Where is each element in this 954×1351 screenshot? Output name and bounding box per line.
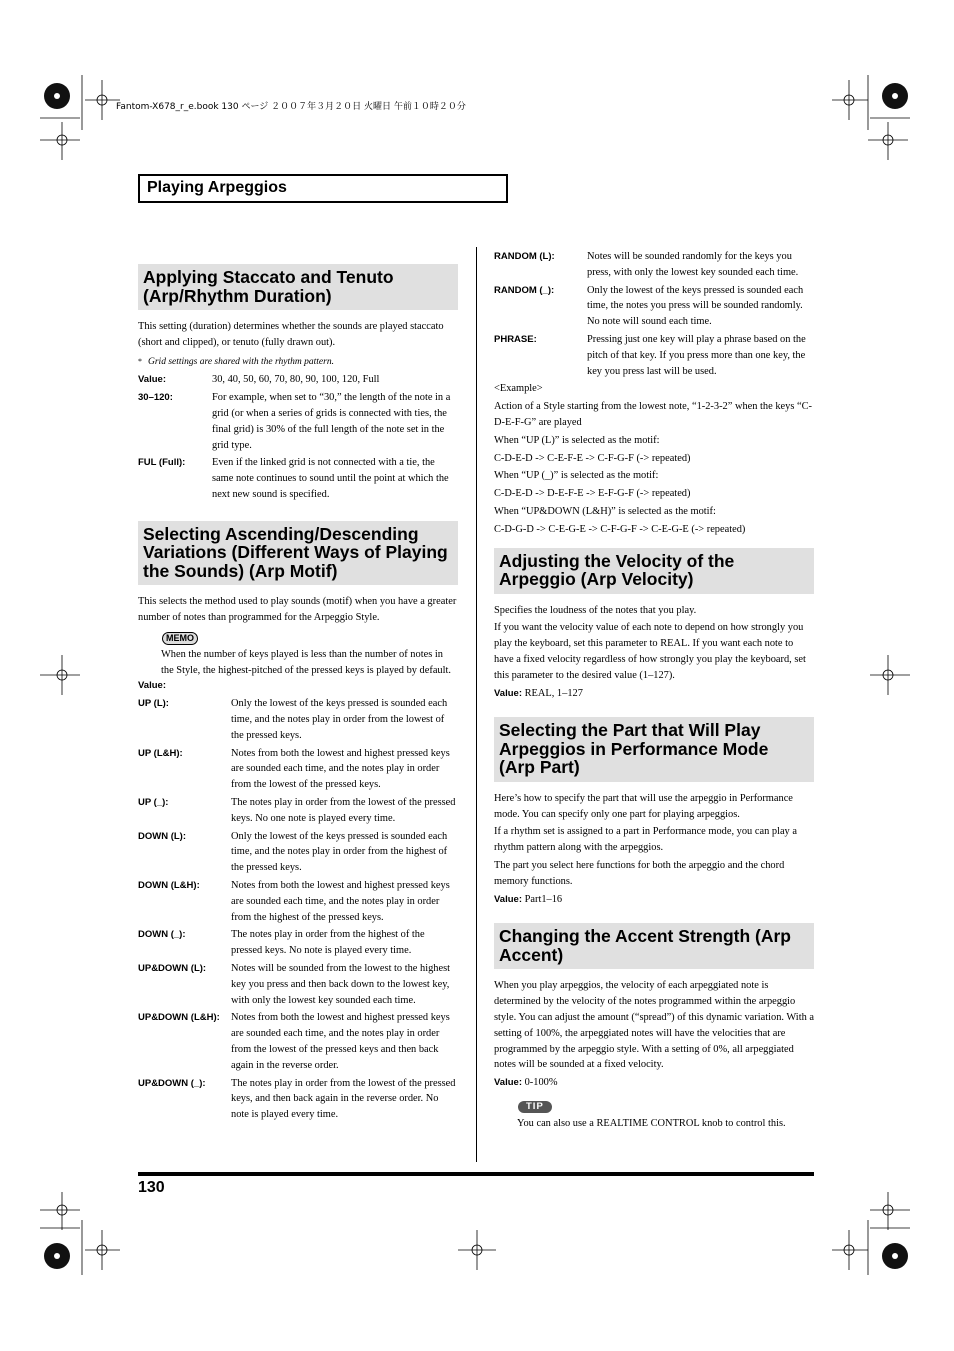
tip-badge: TIP	[518, 1101, 552, 1113]
example-line: C-D-E-D -> C-E-F-E -> C-F-G-F (-> repeated)	[494, 452, 691, 464]
section-heading-accent: Changing the Accent Strength (Arp Accent)	[494, 923, 814, 969]
accent-para: When you play arpeggios, the velocity of each arpeggiated note is determined by the velocity of the notes programmed within the arpeggio style. You can adjust the amount (“spread”) of this dynamic variation. With a setting of 100%, the arpeggiated notes will have the velocities that are programmed by the arpeggio style. With a setting of 0%, all arpeggiated notes will be sounded at a fixed velocity.	[494, 980, 814, 1071]
value-row	[138, 746, 458, 793]
section-heading-motif: Selecting Ascending/Descending Variations (Different Ways of Playing the Sounds) (Arp Motif)	[138, 521, 458, 586]
footer-rule	[138, 1172, 814, 1176]
value-row-label: UP&DOWN (L&H):	[138, 1012, 220, 1024]
left-column	[138, 264, 458, 1125]
file-info-line: Fantom-X678_r_e.book 130 ページ ２００７年３月２０日 火曜日 午前１０時２０分	[116, 102, 466, 112]
value-row	[138, 1076, 458, 1123]
value-row	[138, 696, 458, 743]
value-row-text: Notes from both the lowest and highest pressed keys are sounded each time, and the notes play in order from the lowest of the pressed keys.	[231, 747, 450, 791]
value-row	[138, 372, 458, 388]
part-value	[494, 892, 814, 908]
motif-value-label: Value:	[138, 680, 166, 692]
part-value-text: Part1–16	[524, 893, 563, 905]
value-row-label: RANDOM (_):	[494, 284, 555, 296]
staccato-value-list	[138, 372, 458, 502]
value-row	[494, 283, 814, 330]
value-row-label: UP&DOWN (L):	[138, 963, 207, 974]
example-block	[494, 381, 814, 537]
accent-value-label: Value:	[494, 1077, 522, 1089]
value-row-text: Notes will be sounded from the lowest to the highest key you press and then back down to the lowest key, with only the lowest key sounded each time.	[231, 963, 451, 1006]
example-line: C-D-G-D -> C-E-G-E -> C-F-G-F -> C-E-G-E (-> repeated)	[494, 523, 746, 535]
value-row-text: Notes from both the lowest and highest pressed keys are sounded each time, and the notes play in order from the highest of the pressed keys.	[231, 880, 450, 923]
motif-value-list	[138, 696, 458, 1123]
value-row-text: The notes play in order from the highest of the pressed keys. No note is played every time.	[231, 929, 425, 957]
memo-badge: MEMO	[162, 632, 198, 645]
value-row	[138, 390, 458, 453]
example-line: Action of a Style starting from the lowest note, “1-2-3-2” when the keys “C-D-E-F-G” are played	[494, 401, 812, 428]
example-line: When “UP (_)” is selected as the motif:	[494, 470, 659, 482]
section-heading-velocity: Adjusting the Velocity of the Arpeggio (Arp Velocity)	[494, 548, 814, 594]
value-row-text: Even if the linked grid is not connected with a tie, the same note continues to sound until the point at which the next new sound is specified.	[212, 457, 449, 500]
page-number: 130	[138, 1179, 165, 1196]
value-row-text: For example, when set to “30,” the length of the note in a grid (or when a series of grids is connected with ties, the final grid) is 30% of the full length of the note set in the grid type.	[212, 392, 451, 451]
velocity-value	[494, 686, 814, 702]
example-line: When “UP (L)” is selected as the motif:	[494, 434, 660, 446]
value-row-label: PHRASE:	[494, 333, 537, 345]
value-row-label: RANDOM (L):	[494, 251, 555, 262]
value-row	[138, 961, 458, 1008]
value-row	[138, 795, 458, 827]
example-line: <Example>	[494, 383, 543, 395]
value-row-label: Value:	[138, 374, 166, 386]
value-row-text: The notes play in order from the lowest of the pressed keys. No one note is played every time.	[231, 797, 456, 824]
section-heading-staccato: Applying Staccato and Tenuto (Arp/Rhythm Duration)	[138, 264, 458, 310]
part-value-label: Value:	[494, 893, 522, 905]
velocity-para-2: If you want the velocity value of each note to depend on how strongly you play the keyboard, set this parameter to REAL. If you want each note to have a fixed velocity regardless of how strongly you play the keyboard, set this parameter to the desired value (1–127).	[494, 622, 806, 681]
motif-intro: This selects the method used to play sounds (motif) when you have a greater number of notes than programmed for the Arpeggio Style.	[138, 596, 457, 624]
value-row	[138, 829, 458, 876]
chapter-title: Playing Arpeggios	[147, 179, 287, 196]
motif-value-list-continued	[494, 249, 814, 379]
value-row	[494, 249, 814, 281]
staccato-note: * Grid settings are shared with the rhythm pattern.	[138, 355, 458, 371]
value-row-label: UP (_):	[138, 797, 169, 809]
value-row-label: UP (L&H):	[138, 747, 183, 759]
right-column	[494, 249, 814, 1132]
value-row-text: Pressing just one key will play a phrase based on the pitch of that key. If you press more than one key, the key you press last will be used.	[587, 333, 806, 377]
part-para-3: The part you select here functions for both the arpeggio and the chord memory functions.	[494, 860, 785, 887]
value-row	[138, 455, 458, 502]
value-row-text: Only the lowest of the keys pressed is sounded each time, and the notes play in order from the lowest of the pressed keys.	[231, 698, 448, 741]
example-line: C-D-E-D -> D-E-F-E -> E-F-G-F (-> repeated)	[494, 488, 691, 500]
value-row-text: Notes from both the lowest and highest pressed keys are sounded each time, and the notes play in order from the lowest of the pressed keys and then back again in the reverse order.	[231, 1012, 450, 1071]
column-divider	[476, 247, 477, 1162]
section-heading-part: Selecting the Part that Will Play Arpeggios in Performance Mode (Arp Part)	[494, 717, 814, 782]
tip-text: You can also use a REALTIME CONTROL knob to control this.	[517, 1117, 786, 1129]
value-row-text: The notes play in order from the lowest of the pressed keys, and then back again in the reverse order. No note is played every time.	[231, 1077, 456, 1121]
value-row-label: DOWN (L&H):	[138, 880, 200, 892]
part-para-2: If a rhythm set is assigned to a part in Performance mode, you can play a rhythm pattern along with the arpeggios.	[494, 826, 797, 854]
memo-text: When the number of keys played is less than the number of notes in the Style, the highest-pitched of the pressed keys is played by default.	[161, 648, 451, 676]
value-row-label: DOWN (L):	[138, 830, 187, 842]
value-row-label: UP&DOWN (_):	[138, 1077, 206, 1089]
accent-value-text: 0-100%	[524, 1077, 558, 1089]
staccato-intro: This setting (duration) determines whether the sounds are played staccato (short and clipped), or tenuto (fully drawn out).	[138, 321, 444, 348]
value-row	[138, 1010, 458, 1073]
value-row-text: Only the lowest of the keys pressed is sounded each time, and the notes play in order from the highest of the pressed keys.	[231, 830, 448, 874]
value-row-label: UP (L):	[138, 698, 169, 710]
value-row	[138, 927, 458, 959]
example-line: When “UP&DOWN (L&H)” is selected as the motif:	[494, 505, 716, 517]
chapter-header	[138, 174, 508, 203]
velocity-value-label: Value:	[494, 687, 522, 699]
velocity-value-text: REAL, 1–127	[524, 687, 583, 699]
value-row-label: FUL (Full):	[138, 457, 186, 469]
value-row	[494, 332, 814, 379]
velocity-para-1: Specifies the loudness of the notes that you play.	[494, 604, 697, 616]
accent-value	[494, 1075, 814, 1091]
value-row-label: DOWN (_):	[138, 929, 186, 941]
value-row-text: Notes will be sounded randomly for the keys you press, with only the lowest key sounded each time.	[587, 251, 799, 278]
part-para-1: Here’s how to specify the part that will use the arpeggio in Performance mode. You can specify only one part for playing arpeggios.	[494, 792, 793, 820]
value-row-text: Only the lowest of the keys pressed is sounded each time, the notes you press will be sounded randomly. No note will sound each time.	[587, 284, 804, 328]
value-row	[138, 878, 458, 925]
value-row-text: 30, 40, 50, 60, 70, 80, 90, 100, 120, Full	[212, 374, 380, 386]
value-row-label: 30–120:	[138, 392, 173, 404]
